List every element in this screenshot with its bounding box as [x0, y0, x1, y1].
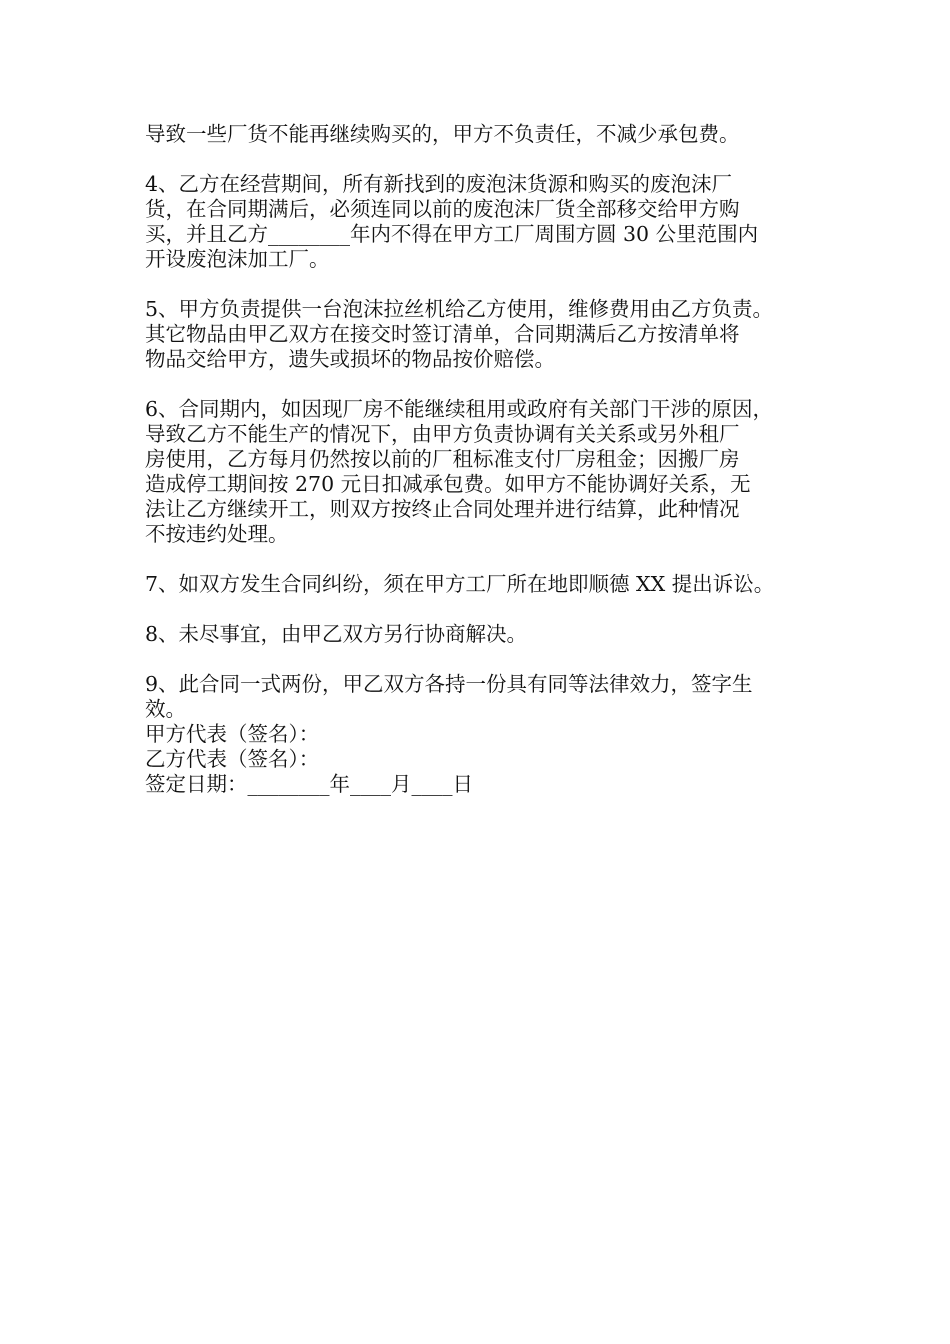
paragraph-clause-5 [145, 297, 835, 372]
text-line: 其它物品由甲乙双方在接交时签订清单，合同期满后乙方按清单将 [145, 322, 740, 346]
paragraph-clause-7 [145, 572, 835, 597]
text-line: 5、甲方负责提供一台泡沫拉丝机给乙方使用，维修费用由乙方负责。 [145, 297, 774, 321]
text-line: 8、未尽事宜，由甲乙双方另行协商解决。 [145, 622, 528, 646]
text-line: 造成停工期间按 270 元日扣减承包费。如甲方不能协调好关系，无 [145, 472, 751, 496]
signature-block [145, 722, 835, 797]
text-line: 买，并且乙方________年内不得在甲方工厂周围方圆 30 公里范围内 [145, 222, 759, 246]
paragraph-continuation [145, 122, 835, 147]
text-line: 导致一些厂货不能再继续购买的，甲方不负责任，不减少承包费。 [145, 122, 740, 146]
signing-date-line: 签定日期：________年____月____日 [145, 772, 473, 796]
text-line: 开设废泡沫加工厂。 [145, 247, 330, 271]
paragraph-clause-6 [145, 397, 835, 547]
text-line: 9、此合同一式两份，甲乙双方各持一份具有同等法律效力，签字生 [145, 672, 753, 696]
paragraph-clause-4 [145, 172, 835, 272]
text-line: 法让乙方继续开工，则双方按终止合同处理并进行结算，此种情况 [145, 497, 740, 521]
text-line: 导致乙方不能生产的情况下，由甲方负责协调有关关系或另外租厂 [145, 422, 740, 446]
text-line: 物品交给甲方，遗失或损坏的物品按价赔偿。 [145, 347, 555, 371]
party-b-signature-label: 乙方代表（签名）： [145, 747, 320, 771]
text-line: 4、乙方在经营期间，所有新找到的废泡沫货源和购买的废泡沫厂 [145, 172, 733, 196]
text-line: 6、合同期内，如因现厂房不能继续租用或政府有关部门干涉的原因， [145, 397, 774, 421]
paragraph-clause-8 [145, 622, 835, 647]
text-line: 不按违约处理。 [145, 522, 289, 546]
text-line: 货，在合同期满后，必须连同以前的废泡沫厂货全部移交给甲方购 [145, 197, 740, 221]
paragraph-clause-9 [145, 672, 835, 722]
text-line: 7、如双方发生合同纠纷，须在甲方工厂所在地即顺德 XX 提出诉讼。 [145, 572, 775, 596]
contract-body [145, 122, 835, 797]
text-line: 房使用，乙方每月仍然按以前的厂租标准支付厂房租金；因搬厂房 [145, 447, 740, 471]
text-line: 效。 [145, 697, 186, 721]
party-a-signature-label: 甲方代表（签名）： [145, 722, 320, 746]
